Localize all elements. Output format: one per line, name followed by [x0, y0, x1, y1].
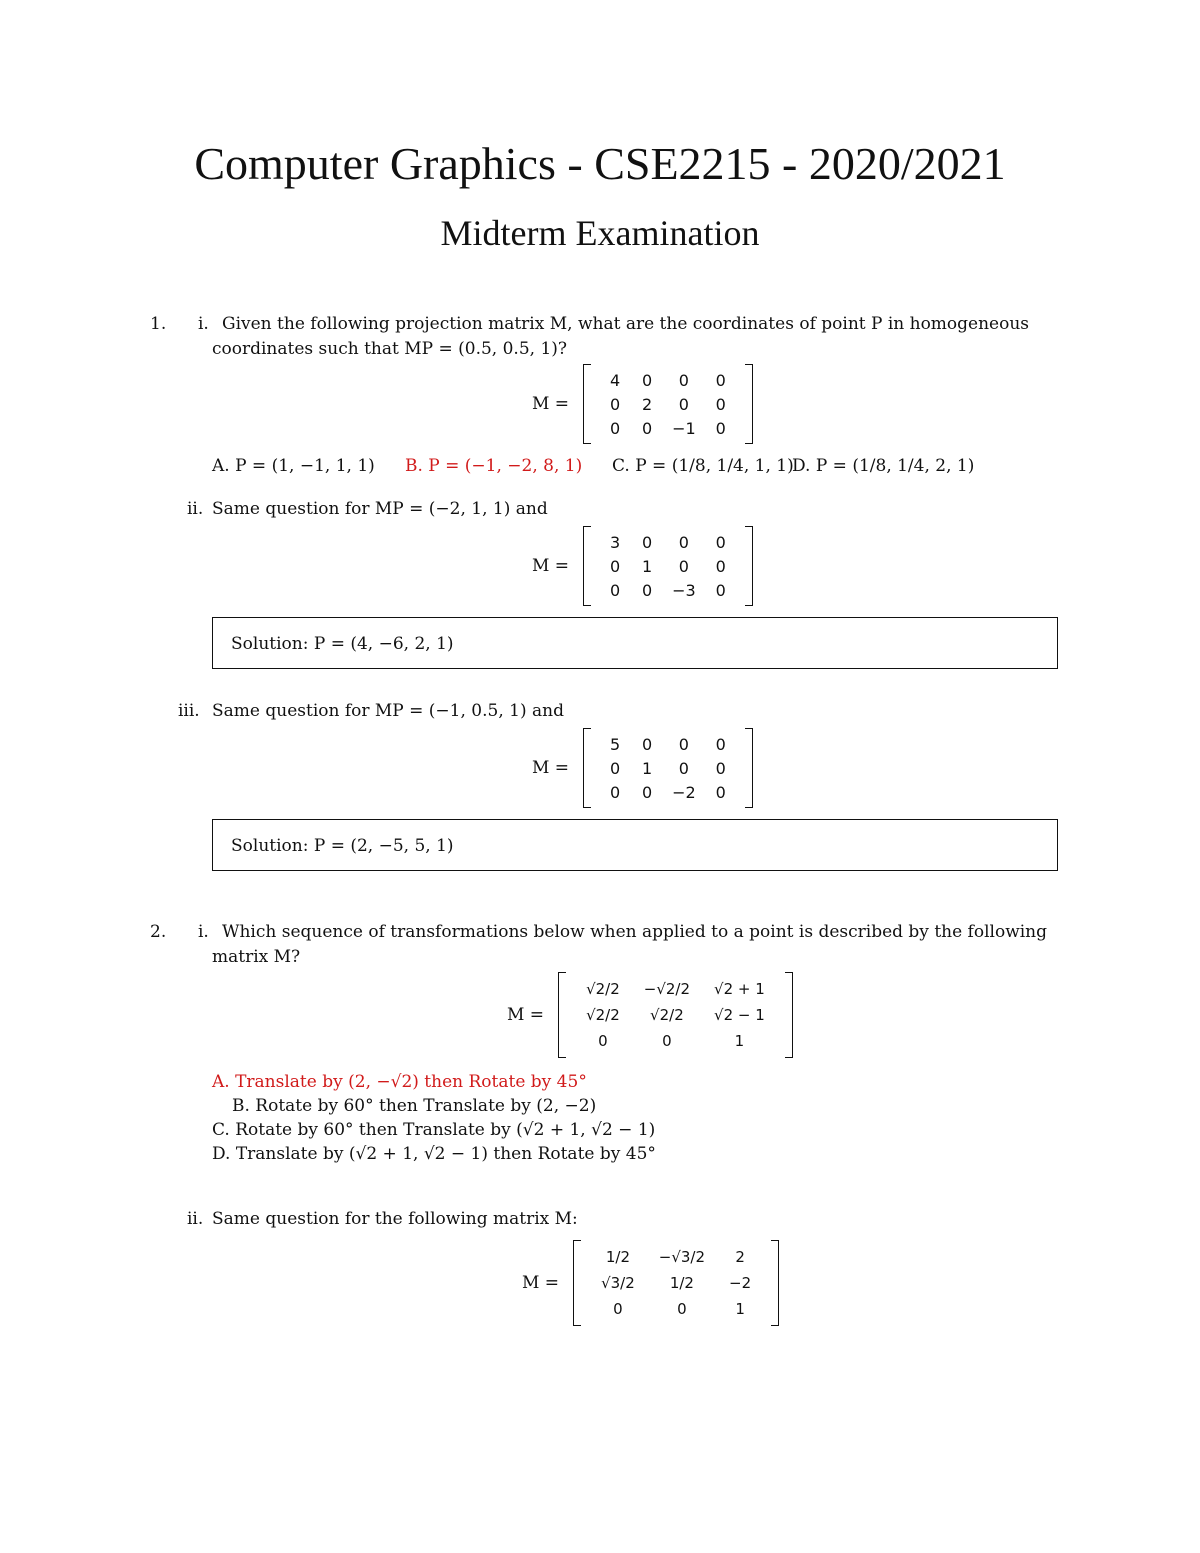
q1-i-option-d: D. P = (1/8, 1/4, 2, 1) [792, 456, 975, 476]
matrix-cell: 0 [641, 782, 653, 802]
matrix-cell: √2/2 [650, 1006, 684, 1024]
matrix-cell: 4 [609, 370, 621, 390]
q1-iii-solution-box [212, 819, 1058, 871]
matrix-label: M = [532, 758, 570, 778]
matrix-cell: 0 [662, 1032, 672, 1050]
matrix-cell: 0 [609, 782, 621, 802]
matrix-cell: 0 [609, 758, 621, 778]
matrix-cell: 0 [678, 758, 689, 778]
matrix-label: M = [522, 1273, 560, 1293]
matrix-cell: 1 [735, 1300, 745, 1318]
matrix-cell: 5 [609, 734, 621, 754]
matrix-cell: 0 [598, 1032, 608, 1050]
matrix-cell: 0 [715, 758, 726, 778]
matrix-cell: 0 [641, 418, 653, 438]
matrix-cell: −√3/2 [658, 1248, 706, 1266]
matrix-cell: 0 [609, 394, 621, 414]
q2-i-option-d: D. Translate by (√2 + 1, √2 − 1) then Rotate by 45° [212, 1144, 656, 1164]
matrix-label: M = [532, 556, 570, 576]
matrix-cell: 0 [609, 580, 621, 600]
matrix-cell: 0 [677, 1300, 687, 1318]
q2-i-text-line2: matrix M? [212, 947, 301, 967]
q2-i-text-line1: Which sequence of transformations below when applied to a point is described by the following [222, 922, 1048, 942]
matrix-cell: 3 [609, 532, 621, 552]
q1-ii-solution: Solution: P = (4, −6, 2, 1) [231, 634, 454, 654]
matrix-cell: 1 [641, 556, 653, 576]
question-number-2: 2. [150, 922, 167, 942]
q2-i-option-a-correct: A. Translate by (2, −√2) then Rotate by 45° [212, 1072, 587, 1092]
q1-i-text-line2: coordinates such that MP = (0.5, 0.5, 1)? [212, 339, 568, 359]
matrix-cell: √3/2 [601, 1274, 635, 1292]
q2-i-matrix [507, 976, 793, 1054]
matrix-cell: −2 [729, 1274, 752, 1292]
matrix-cell: 0 [641, 532, 653, 552]
q2-ii-label: ii. [187, 1209, 204, 1229]
q2-i-option-b: B. Rotate by 60° then Translate by (2, −2) [232, 1096, 597, 1116]
matrix-cell: 1 [734, 1032, 745, 1050]
matrix-cell: 0 [609, 556, 621, 576]
matrix-cell: 1/2 [605, 1248, 630, 1266]
matrix-cell: 2 [641, 394, 653, 414]
matrix-cell: √2 − 1 [714, 1006, 765, 1024]
q1-iii-matrix [532, 732, 753, 804]
matrix-cell: −√2/2 [643, 980, 691, 998]
q2-i-label: i. [198, 922, 209, 942]
matrix-cell: −1 [672, 418, 696, 438]
q1-i-matrix [532, 368, 753, 440]
matrix-cell: √2 + 1 [714, 980, 765, 998]
q1-ii-solution-box [212, 617, 1058, 669]
question-number-1: 1. [150, 314, 167, 334]
matrix-cell: 0 [715, 394, 726, 414]
matrix-cell: √2/2 [586, 980, 620, 998]
q1-ii-text: Same question for MP = (−2, 1, 1) and [212, 499, 548, 519]
matrix-cell: 0 [609, 418, 621, 438]
matrix-cell: 0 [678, 734, 689, 754]
q1-i-option-b-correct: B. P = (−1, −2, 8, 1) [405, 456, 583, 476]
matrix-cell: 0 [715, 580, 726, 600]
matrix-cell: 1 [641, 758, 653, 778]
q1-ii-matrix [532, 530, 753, 602]
matrix-label: M = [507, 1005, 545, 1025]
matrix-cell: 0 [678, 370, 689, 390]
q2-ii-text: Same question for the following matrix M: [212, 1209, 578, 1229]
q2-i-option-c: C. Rotate by 60° then Translate by (√2 + 1, √2 − 1) [212, 1120, 656, 1140]
matrix-cell: −2 [672, 782, 696, 802]
q1-iii-label: iii. [178, 701, 200, 721]
matrix-cell: 2 [735, 1248, 745, 1266]
matrix-cell: 0 [641, 734, 653, 754]
matrix-cell: 0 [613, 1300, 623, 1318]
matrix-cell: 0 [641, 370, 653, 390]
matrix-cell: 0 [715, 556, 726, 576]
q1-iii-text: Same question for MP = (−1, 0.5, 1) and [212, 701, 564, 721]
matrix-cell: √2/2 [586, 1006, 620, 1024]
q1-i-option-a: A. P = (1, −1, 1, 1) [212, 456, 375, 476]
q1-iii-solution: Solution: P = (2, −5, 5, 1) [231, 836, 454, 856]
q1-ii-label: ii. [187, 499, 204, 519]
matrix-label: M = [532, 394, 570, 414]
matrix-cell: 0 [715, 782, 726, 802]
matrix-cell: 0 [641, 580, 653, 600]
page-title: Computer Graphics - CSE2215 - 2020/2021 [194, 138, 1006, 189]
matrix-cell: 0 [678, 394, 689, 414]
matrix-cell: 0 [715, 734, 726, 754]
q2-ii-matrix [522, 1244, 779, 1322]
matrix-cell: 0 [715, 418, 726, 438]
page-subtitle: Midterm Examination [440, 213, 760, 253]
matrix-cell: 1/2 [669, 1274, 694, 1292]
matrix-cell: 0 [715, 370, 726, 390]
matrix-cell: 0 [678, 556, 689, 576]
q1-i-option-c: C. P = (1/8, 1/4, 1, 1) [612, 456, 794, 476]
q1-i-text-line1: Given the following projection matrix M, what are the coordinates of point P in homogeneous [222, 314, 1030, 334]
q1-i-label: i. [198, 314, 209, 334]
matrix-cell: −3 [672, 580, 696, 600]
matrix-cell: 0 [678, 532, 689, 552]
matrix-cell: 0 [715, 532, 726, 552]
